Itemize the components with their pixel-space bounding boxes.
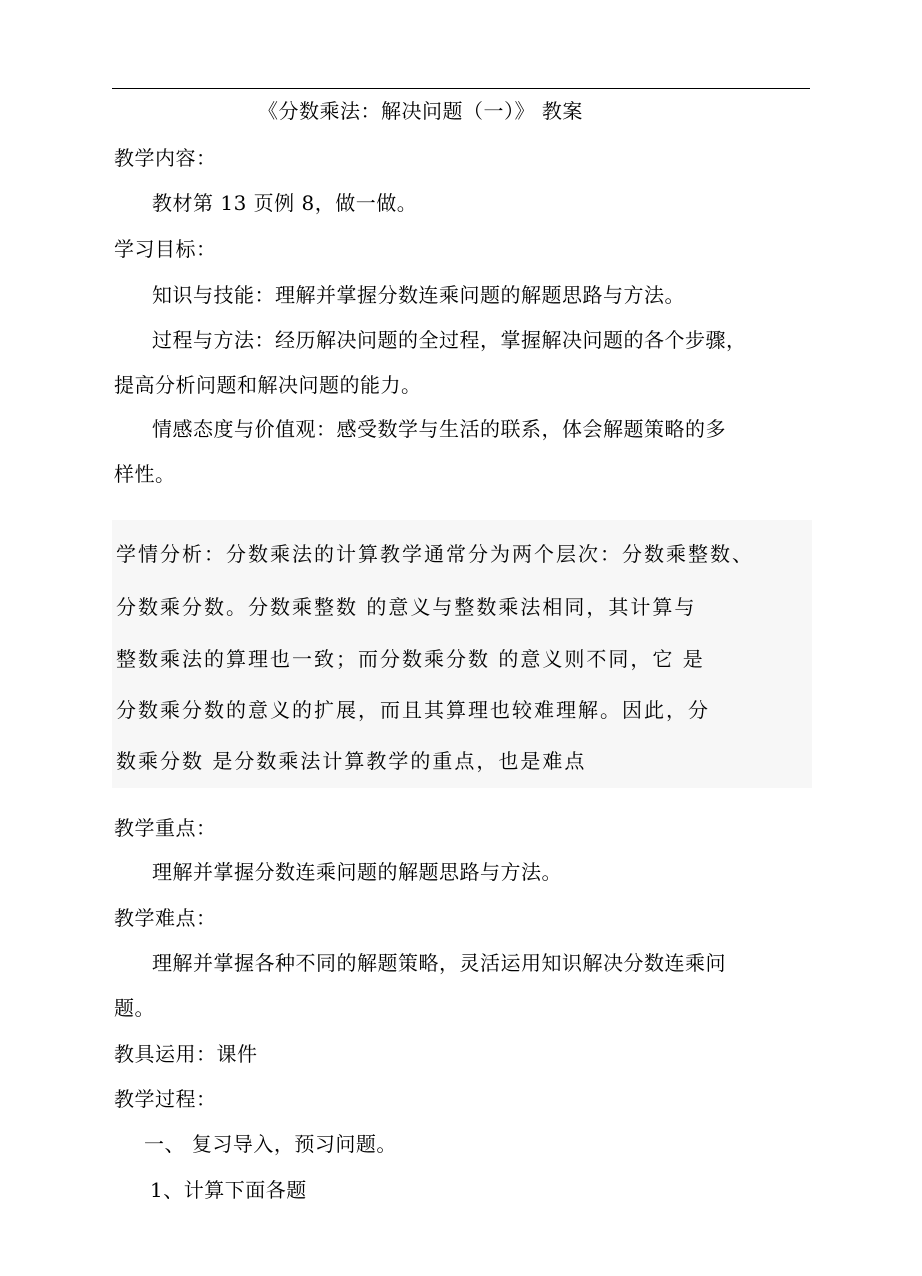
- content-body: 教材第 13 页例 8，做一做。: [152, 191, 418, 215]
- analysis-line-1: 学情分析：分数乘法的计算教学通常分为两个层次：分数乘整数、: [116, 542, 754, 566]
- objectives-heading: 学习目标：: [114, 237, 217, 261]
- analysis-line-2: 分数乘分数。分数乘整数 的意义与整数乘法相同，其计算与: [116, 595, 697, 619]
- process-heading: 教学过程：: [114, 1087, 217, 1111]
- content-heading: 教学内容：: [114, 146, 217, 170]
- objective-process-line-2: 提高分析问题和解决问题的能力。: [114, 373, 422, 397]
- header-rule: [112, 88, 810, 89]
- objective-emotion-line-2: 样性。: [114, 462, 176, 486]
- analysis-line-4: 分数乘分数的意义的扩展，而且其算理也较难理解。因此，分: [116, 698, 710, 722]
- objective-knowledge: 知识与技能：理解并掌握分数连乘问题的解题思路与方法。: [152, 283, 685, 307]
- objective-emotion-line-1: 情感态度与价值观：感受数学与生活的联系，体会解题策略的多: [152, 417, 726, 441]
- difficulty-heading: 教学难点：: [114, 906, 217, 930]
- key-body: 理解并掌握分数连乘问题的解题思路与方法。: [152, 860, 562, 884]
- key-heading: 教学重点：: [114, 816, 217, 840]
- document-title: 《分数乘法：解决问题（一）》 教案: [258, 99, 583, 123]
- process-step-1: 一、 复习导入，预习问题。: [144, 1132, 397, 1156]
- difficulty-body-line-1: 理解并掌握各种不同的解题策略，灵活运用知识解决分数连乘问: [152, 951, 726, 975]
- process-sub-1: 1、计算下面各题: [150, 1178, 307, 1202]
- analysis-line-5: 数乘分数 是分数乘法计算教学的重点，也是难点: [116, 749, 587, 773]
- objective-process-line-1: 过程与方法：经历解决问题的全过程，掌握解决问题的各个步骤，: [152, 328, 747, 352]
- tools-line: 教具运用：课件: [114, 1042, 258, 1066]
- difficulty-body-line-2: 题。: [114, 996, 155, 1020]
- analysis-line-3: 整数乘法的算理也一致；而分数乘分数 的意义则不同，它 是: [116, 647, 705, 671]
